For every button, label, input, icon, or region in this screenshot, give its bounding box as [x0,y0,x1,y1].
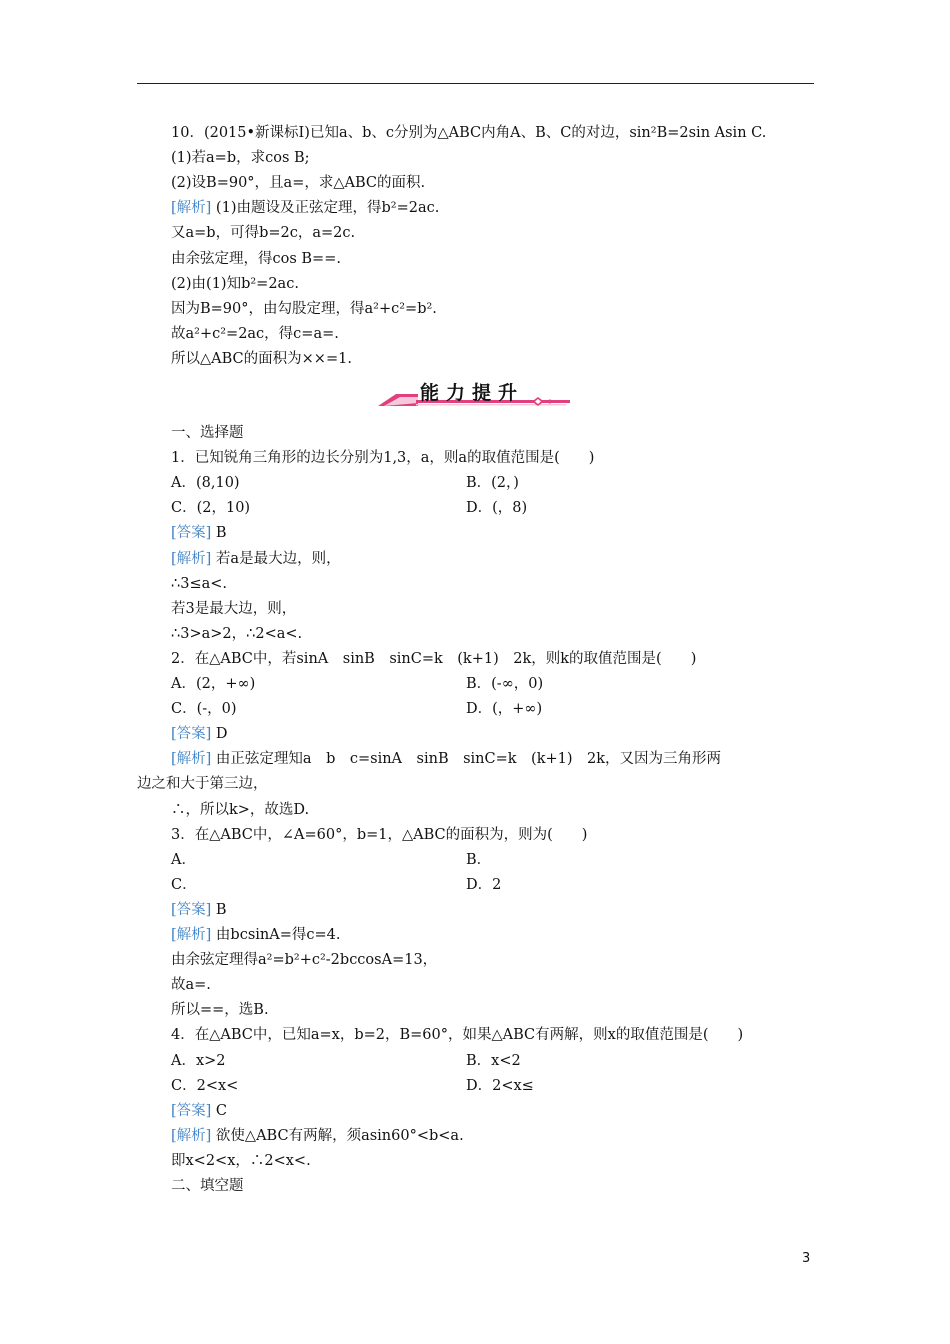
text-line [171,749,721,769]
line-text: D [211,726,228,743]
line-text: ∴，所以k>，故选D. [171,801,310,818]
text-line [171,1051,226,1071]
text-line [171,724,228,744]
line-text: 故a=. [171,977,211,994]
text-line [171,123,766,143]
text-line [171,649,696,669]
line-text: C．(-，0) [171,701,237,718]
line-text: 即x<2<x，∴2<x<. [171,1152,311,1169]
label-tag: [解析] [171,1127,212,1144]
line-text: 二、填空题 [171,1178,244,1194]
text-line [171,523,227,543]
option-right: B．(2，) [466,475,519,492]
line-text: 由余弦定理得a²=b²+c²-2bccosA=13， [171,952,438,969]
text-line [171,223,355,243]
text-line [171,875,197,895]
line-text: ∴3≤a<. [171,575,228,592]
text-line [171,624,302,644]
text-line [171,800,309,820]
text-line [171,274,299,294]
line-text: 由余弦定理，得cos B==. [171,250,341,267]
line-text: 若a是最大边，则， [211,550,341,567]
text-line [171,423,244,443]
option-right: D．(，8) [466,500,528,517]
line-text: C．2<x< [171,1077,239,1094]
text-line [137,774,268,794]
line-text: 所以==，选B. [171,1002,269,1019]
text-line [171,448,594,468]
text-line [171,574,227,594]
line-text: 因为B=90°，由勾股定理，得a²+c²=b². [171,300,437,317]
text-line [171,173,425,193]
label-tag: [解析] [171,927,212,943]
label-tag: [答案] [171,1102,212,1119]
line-text: 由正弦定理知a b c=sinA sinB sinC=k (k+1) 2k，又因为三角形两 [211,751,722,768]
text-line [171,349,352,369]
option-right: B．x<2 [466,1052,521,1069]
text-line [171,1126,464,1146]
text-line [171,299,437,319]
line-text: 2．在△ABC中，若sinA sinB sinC=k (k+1) 2k，则k的取值范围是( ) [171,650,697,667]
label-tag: [答案] [171,726,212,743]
line-text: 故a²+c²=2ac，得c=a=. [171,325,339,342]
line-text: 3．在△ABC中，∠A=60°，b=1，△ABC的面积为，则为( ) [171,826,588,843]
option-right: D．2 [466,876,502,893]
option-right: B． [466,851,492,868]
page-number: 3 [802,1251,811,1266]
line-text: 欲使△ABC有两解，须asin60°<b<a. [211,1127,464,1144]
label-tag: [答案] [171,525,212,542]
text-line [171,1151,311,1171]
label-tag: [答案] [171,901,212,918]
line-text: B [211,525,227,542]
line-text: 10．(2015•新课标Ⅰ)已知a、b、c分别为△ABC内角A、B、C的对边，sin²B=2sin Asin C. [171,125,767,141]
line-text: 一、选择题 [171,425,244,441]
text-line [171,674,255,694]
line-text: C． [171,876,197,893]
text-line [171,850,196,870]
option-right: B．(-∞，0) [466,676,544,692]
text-line [171,950,437,970]
header-rule [137,83,814,84]
line-text: (1)由题设及正弦定理，得b²=2ac. [211,200,440,217]
line-text: A．(2，+∞) [171,676,256,692]
text-line [171,900,227,920]
line-text: C．(2，10) [171,500,251,517]
text-line [171,473,240,493]
line-text: 所以△ABC的面积为××=1. [171,350,352,367]
label-tag: [解析] [171,200,212,217]
line-text: B [211,901,227,918]
line-text: 1．已知锐角三角形的边长分别为1,3，a，则a的取值范围是( ) [171,450,595,467]
text-line [171,198,439,218]
text-line [171,549,341,569]
text-line [171,148,310,168]
line-text: C [211,1102,228,1119]
text-line [171,975,211,995]
line-text: A． [171,851,196,868]
text-line [171,925,340,945]
line-text: 4．在△ABC中，已知a=x，b=2，B=60°，如果△ABC有两解，则x的取值范围是( ) [171,1027,744,1044]
text-line [171,1025,743,1045]
text-line [171,825,587,845]
text-line [171,1101,227,1121]
line-text: 若3是最大边，则， [171,600,297,617]
line-text: 边之和大于第三边， [137,776,268,793]
label-tag: [解析] [171,550,212,567]
text-line [171,1176,244,1196]
option-right: D．(，+∞) [466,701,543,718]
line-text: (2)由(1)知b²=2ac. [171,275,299,292]
line-text: 由bcsinA=得c=4. [211,927,341,943]
text-line [171,1076,238,1096]
label-tag: [解析] [171,751,212,768]
line-text: (1)若a=b，求cos B; [171,150,310,167]
line-text: ∴3>a>2，∴2<a<. [171,625,303,642]
text-line [171,498,250,518]
text-line [171,324,339,344]
line-text: (2)设B=90°，且a=，求△ABC的面积. [171,175,426,192]
line-text: A．x>2 [171,1052,226,1069]
option-right: D．2<x≤ [466,1077,534,1094]
text-line [171,599,296,619]
line-text: 又a=b，可得b=2c，a=2c. [171,225,356,242]
text-line [171,1000,269,1020]
text-line [171,249,341,269]
section-title-ability-improvement: 能力提升 [420,382,525,404]
line-text: A．(8,10) [171,475,240,492]
text-line [171,699,237,719]
